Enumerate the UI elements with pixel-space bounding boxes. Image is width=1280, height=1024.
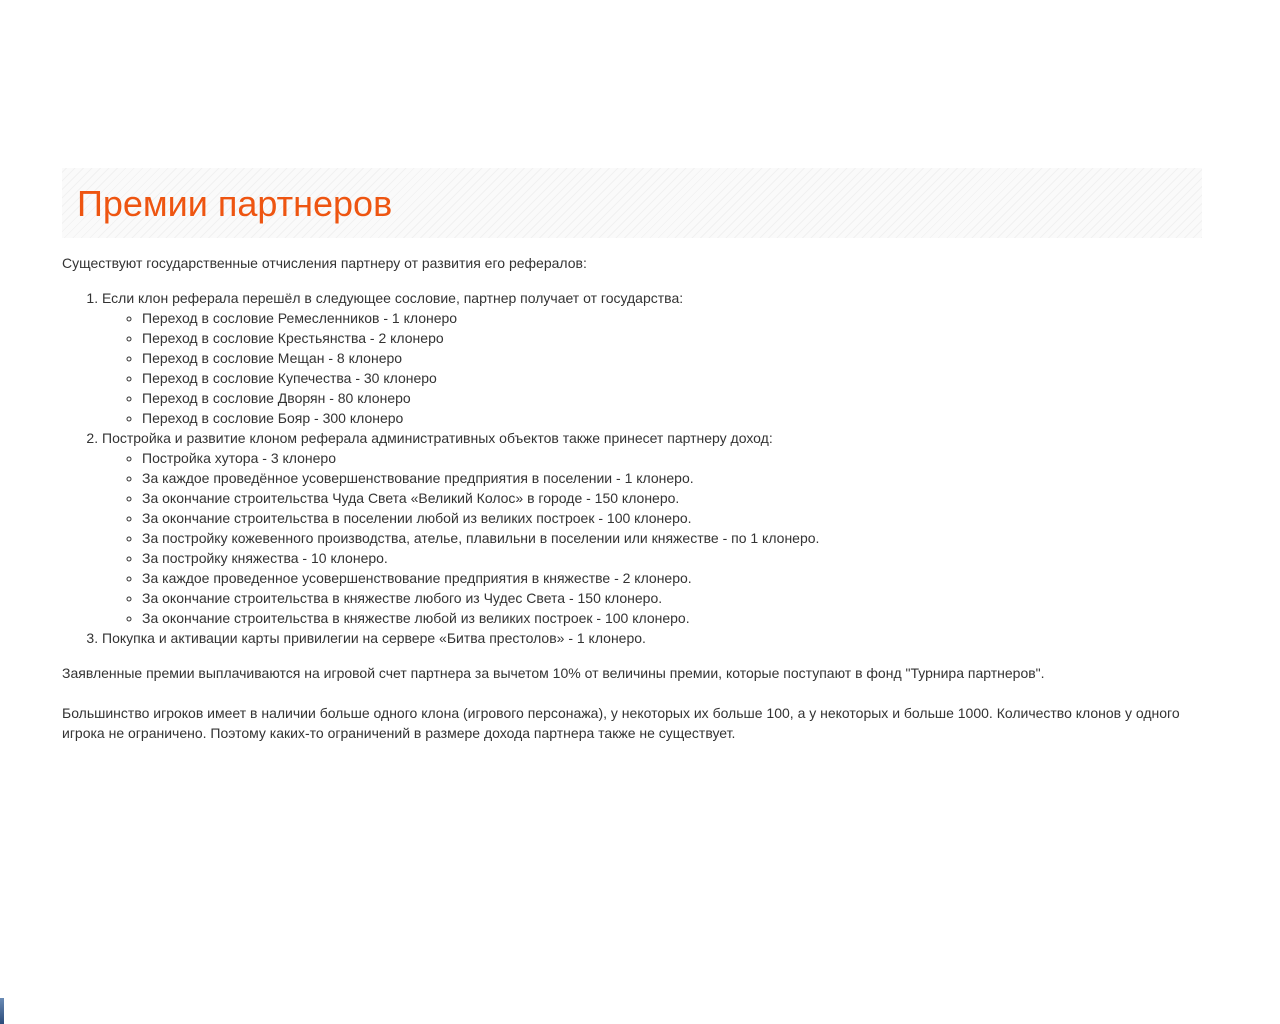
summary-text: Большинство игроков имеет в наличии больше одного клона (игрового персонажа), у некоторых их больше 100, а у некоторых и больше 1000. Количество клонов у одного игрока не ограничено. Поэтому каких-то ограничений в размере дохода партнера также не существует. — [62, 705, 1180, 741]
list-item: ◦ Переход в сословие Ремесленников - 1 клонеро — [142, 308, 1202, 328]
title-bar — [62, 168, 1202, 238]
list-item: ◦ Переход в сословие Купечества - 30 клонеро — [142, 368, 1202, 388]
intro-text: Существуют государственные отчисления партнеру от развития его рефералов: — [62, 255, 587, 271]
payout-note: Заявленные премии выплачиваются на игровой счет партнера за вычетом 10% от величины премии, которые поступают в фонд "Турнира партнеров". — [62, 665, 1045, 681]
list-item: ◦ Переход в сословие Бояр - 300 клонеро — [142, 408, 1202, 428]
list-item: ◦ Переход в сословие Крестьянства - 2 клонеро — [142, 328, 1202, 348]
section-label: Постройка и развитие клоном реферала административных объектов также принесет партнеру доход: — [102, 430, 773, 446]
page-title: Премии партнеров — [77, 183, 393, 224]
list-item: ◦ За окончание строительства в княжестве любого из Чудес Света - 150 клонеро. — [142, 588, 1202, 608]
article-body — [62, 253, 1202, 743]
section-label: Покупка и активации карты привилегии на сервере «Битва престолов» - 1 клонеро. — [102, 630, 646, 646]
list-item — [102, 428, 1202, 628]
list-item: ◦ За каждое проведенное усовершенствование предприятия в княжестве - 2 клонеро. — [142, 568, 1202, 588]
list-item: ◦ За постройку княжества - 10 клонеро. — [142, 548, 1202, 568]
taskbar-edge-icon[interactable] — [0, 998, 4, 1024]
list-item: ◦ Постройка хутора - 3 клонеро — [142, 448, 1202, 468]
list-item: ◦ За окончание строительства Чуда Света «Великий Колос» в городе - 150 клонеро. — [142, 488, 1202, 508]
sub-list — [102, 448, 1202, 628]
list-item: ◦ За постройку кожевенного производства, ателье, плавильни в поселении или княжестве - по 1 клонеро. — [142, 528, 1202, 548]
section-label: Если клон реферала перешёл в следующее сословие, партнер получает от государства: — [102, 290, 684, 306]
list-item — [102, 628, 1202, 648]
list-item — [102, 288, 1202, 428]
list-item: ◦ За окончание строительства в княжестве любой из великих построек - 100 клонеро. — [142, 608, 1202, 628]
list-item: ◦ Переход в сословие Дворян - 80 клонеро — [142, 388, 1202, 408]
bonus-list — [62, 288, 1202, 648]
list-item: ◦ Переход в сословие Мещан - 8 клонеро — [142, 348, 1202, 368]
sub-list — [102, 308, 1202, 428]
list-item: ◦ За окончание строительства в поселении любой из великих построек - 100 клонеро. — [142, 508, 1202, 528]
page-content — [62, 168, 1202, 743]
list-item: ◦ За каждое проведённое усовершенствование предприятия в поселении - 1 клонеро. — [142, 468, 1202, 488]
